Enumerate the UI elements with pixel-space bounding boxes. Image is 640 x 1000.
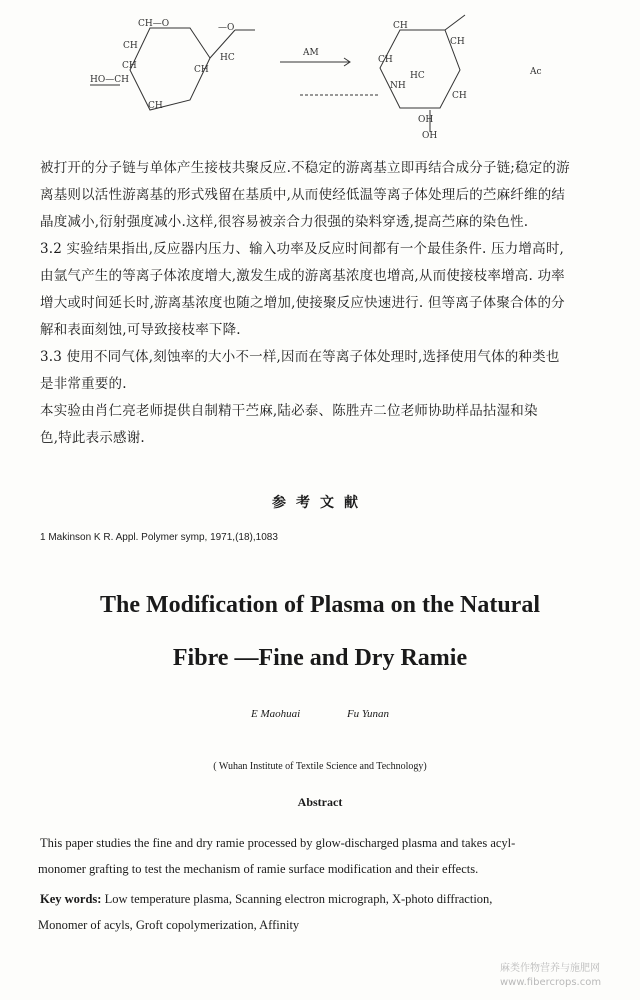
keywords-line: Monomer of acyls, Groft copolymerization, Affinity [38,918,300,932]
abstract-line: monomer grafting to test the mechanism of ramie surface modification and their effects. [38,862,479,876]
left-ring-atom: CH [148,101,163,111]
right-ring-atom: CH [378,55,393,65]
watermark-line: www.fibercrops.com [500,977,602,988]
right-ring-atom: CH [452,91,467,101]
keywords-text: Low temperature plasma, Scanning electron micrograph, X-photo diffraction, [101,892,493,906]
body-line: 由氩气产生的等离子体浓度增大,激发生成的游离基浓度也增高,从而使接枝率增高. 功率 [40,268,565,284]
right-ring-atom: HC [410,71,425,81]
author-1: E Maohuai [250,708,301,720]
english-title-line-1: The Modification of Plasma on the Natural [100,592,540,618]
abstract-heading: Abstract [297,795,343,809]
reaction-arrow [280,48,350,66]
affiliation: ( Wuhan Institute of Textile Science and Technology) [213,761,427,772]
watermark [500,962,601,990]
body-text-cn [40,155,610,452]
body-line: 色,特此表示感谢. [40,430,145,446]
keywords-label: Key words: [40,892,102,906]
body-line: 是非常重要的. [40,376,127,392]
body-line: 晶度减小,衍射强度减小.这样,很容易被亲合力很强的染料穿透,提高苎麻的染色性. [40,214,529,230]
left-ring-atom: HC [220,53,235,63]
right-ring-atom: OH [422,131,438,141]
body-line: 解和表面刻蚀,可导致接枝率下降. [40,322,241,338]
body-line: 3.3 使用不同气体,刻蚀率的大小不一样,因而在等离子体处理时,选择使用气体的种类也 [40,349,560,365]
body-line: 3.2 实验结果指出,反应器内压力、输入功率及反应时间都有一个最佳条件. 压力增高时, [40,241,565,257]
keywords-line [40,892,620,907]
body-line: 被打开的分子链与单体产生接枝共聚反应.不稳定的游离基立即再结合成分子链;稳定的游 [40,160,570,176]
left-ring-atom: CH [123,41,138,51]
watermark-line: 麻类作物营养与施肥网 [500,963,600,974]
right-ring-atom: NH [390,81,406,91]
left-ring-atom: CH [122,61,137,71]
body-line: 本实验由肖仁亮老师提供自制精干苎麻,陆必泰、陈胜卉二位老师协助样品拈湿和染 [40,403,538,419]
left-ring [90,19,255,111]
right-ring [300,15,542,141]
reference-item: 1 Makinson K R. Appl. Polymer symp, 1971,(18),1083 [40,532,278,543]
chemical-structure-diagram [60,0,620,150]
author-2: Fu Yunan [346,708,390,720]
left-ring-atom: HO—CH [90,75,129,85]
body-line: 增大或时间延长时,游离基浓度也随之增加,使接聚反应快速进行. 但等离子体聚合体的分 [40,295,565,311]
reaction-arrow-label: AM [303,48,319,58]
left-ring-atom: —O [218,23,235,33]
right-ring-atom: CH [393,21,408,31]
left-ring-atom: CH—O [138,19,170,29]
abstract-line: This paper studies the fine and dry ramie processed by glow-discharged plasma and takes acyl- [40,836,516,850]
body-line: 离基则以活性游离基的形式残留在基质中,从而使经低温等离子体处理后的苎麻纤维的结 [40,187,566,203]
authors [0,708,640,720]
references-heading: 参考文献 [272,495,368,511]
english-title-line-2: Fibre —Fine and Dry Ramie [172,645,468,671]
right-ring-atom: CH [450,37,465,47]
far-right-group: Ac [530,67,542,77]
right-ring-atom: OH [418,115,434,125]
left-ring-atom: CH [194,65,209,75]
